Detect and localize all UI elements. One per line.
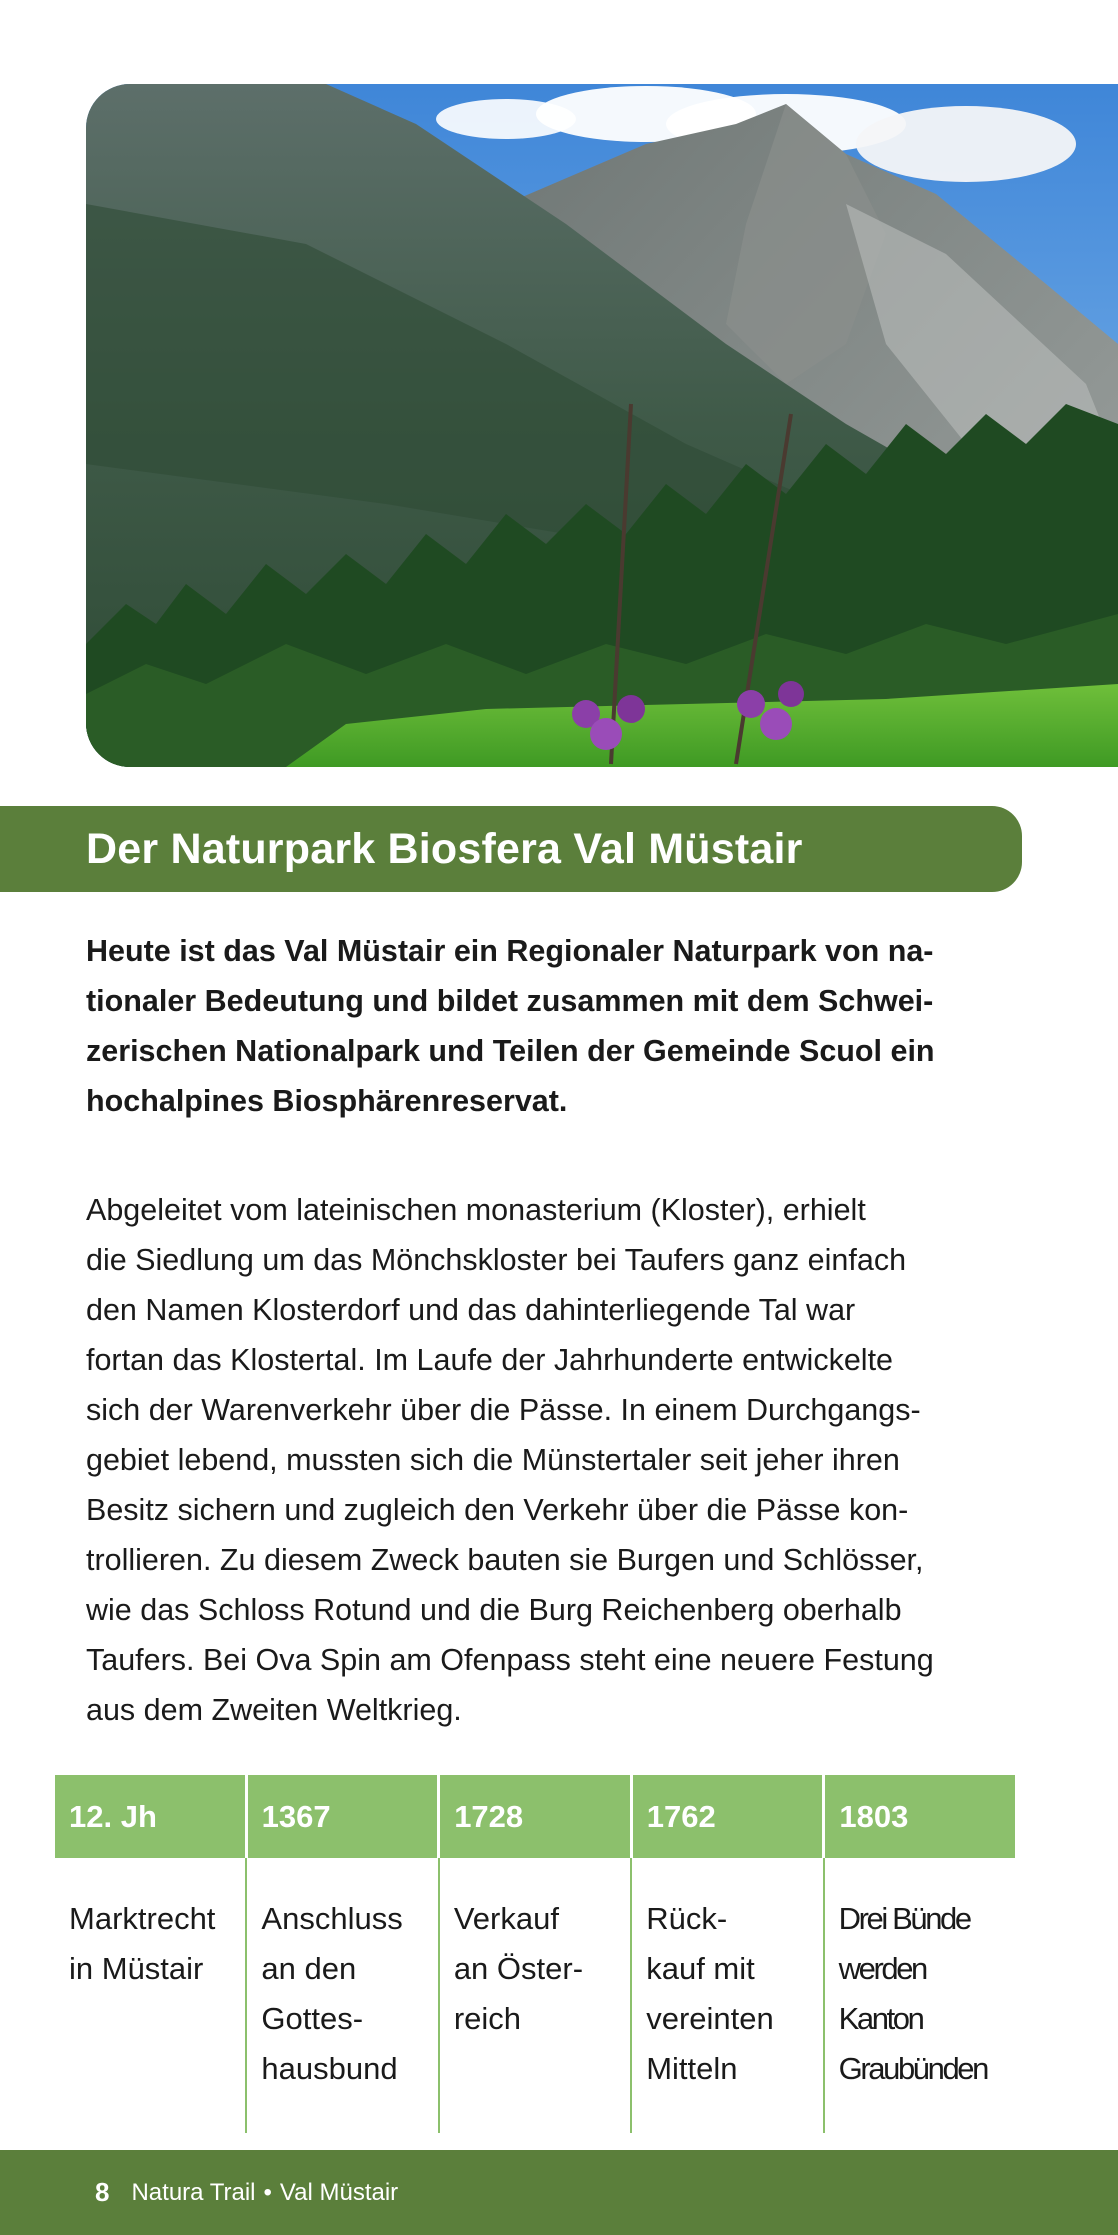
timeline-event-line: Graubünden bbox=[838, 2051, 987, 2086]
timeline-table bbox=[55, 1775, 1015, 2133]
body-line: gebiet lebend, mussten sich die Münstertaler seit jeher ihren bbox=[86, 1443, 900, 1477]
timeline-event-line: Mitteln bbox=[646, 2051, 738, 2086]
timeline-year: 1367 bbox=[248, 1775, 441, 1858]
footer-region: Val Müstair bbox=[279, 2178, 399, 2206]
body-line: aus dem Zweiten Weltkrieg. bbox=[86, 1693, 462, 1727]
lead-line: tionaler Bedeutung und bildet zusammen mit dem Schwei- bbox=[86, 984, 934, 1018]
timeline-event-line: werden bbox=[838, 1951, 926, 1986]
body-line: trollieren. Zu diesem Zweck bauten sie Burgen und Schlösser, bbox=[86, 1543, 924, 1577]
timeline-event bbox=[632, 1858, 824, 2133]
timeline-year: 1803 bbox=[839, 1798, 909, 1834]
body-line: wie das Schloss Rotund und die Burg Reichenberg oberhalb bbox=[86, 1593, 902, 1627]
section-heading-bar bbox=[0, 806, 1022, 892]
body-line: Besitz sichern und zugleich den Verkehr über die Pässe kon- bbox=[86, 1493, 909, 1527]
timeline-event bbox=[825, 1858, 1015, 2133]
landscape-photo bbox=[86, 84, 1118, 767]
section-title: Der Naturpark Biosfera Val Müstair bbox=[86, 824, 803, 873]
timeline-body-row bbox=[55, 1858, 1015, 2133]
lead-line: Heute ist das Val Müstair ein Regionaler Naturpark von na- bbox=[86, 934, 934, 968]
footer-publication: Natura Trail bbox=[131, 2178, 256, 2206]
timeline-event-line: vereinten bbox=[646, 2001, 774, 2036]
timeline-event-line: Gottes- bbox=[261, 2001, 364, 2036]
timeline-event-line: an den bbox=[261, 1951, 357, 1986]
footer-separator: • bbox=[263, 2178, 272, 2206]
timeline-event-line: hausbund bbox=[261, 2051, 398, 2086]
timeline-event-line: Kanton bbox=[838, 2001, 923, 2036]
timeline-event-line: Drei Bünde bbox=[838, 1901, 970, 1936]
lead-paragraph bbox=[86, 926, 986, 1126]
timeline-event bbox=[55, 1858, 247, 2133]
timeline-event-line: reich bbox=[453, 2001, 522, 2036]
body-line: sich der Warenverkehr über die Pässe. In einem Durchgangs- bbox=[86, 1393, 921, 1427]
page-number: 8 bbox=[95, 2177, 110, 2207]
timeline-event-line: in Müstair bbox=[69, 1951, 204, 1986]
timeline-year: 1762 bbox=[633, 1775, 826, 1858]
timeline-event-line: kauf mit bbox=[646, 1951, 755, 1986]
timeline-year: 12. Jh bbox=[55, 1775, 248, 1858]
body-line: Abgeleitet vom lateinischen monasterium (Kloster), erhielt bbox=[86, 1193, 866, 1227]
timeline-event-line: Marktrecht bbox=[69, 1901, 216, 1936]
timeline-event-line: Verkauf bbox=[453, 1901, 559, 1936]
body-line: Taufers. Bei Ova Spin am Ofenpass steht eine neuere Festung bbox=[86, 1643, 934, 1677]
timeline-event-line: Rück- bbox=[646, 1901, 728, 1936]
body-line: den Namen Klosterdorf und das dahinterliegende Tal war bbox=[86, 1293, 856, 1327]
timeline-header-row bbox=[55, 1775, 1015, 1858]
body-line: die Siedlung um das Mönchskloster bei Taufers ganz einfach bbox=[86, 1243, 907, 1277]
body-paragraph bbox=[86, 1185, 986, 1735]
timeline-event-line: Anschluss bbox=[261, 1901, 403, 1936]
body-line: fortan das Klostertal. Im Laufe der Jahrhunderte entwickelte bbox=[86, 1343, 893, 1377]
page-footer bbox=[0, 2150, 1118, 2235]
lead-line: zerischen Nationalpark und Teilen der Gemeinde Scuol ein bbox=[86, 1034, 935, 1068]
timeline-event bbox=[440, 1858, 632, 2133]
mountain-landscape-image bbox=[86, 84, 1118, 767]
timeline-year: 1728 bbox=[440, 1775, 633, 1858]
timeline-event-line: an Öster- bbox=[453, 1951, 584, 1986]
timeline-event bbox=[247, 1858, 439, 2133]
lead-line: hochalpines Biosphärenreservat. bbox=[86, 1084, 568, 1118]
